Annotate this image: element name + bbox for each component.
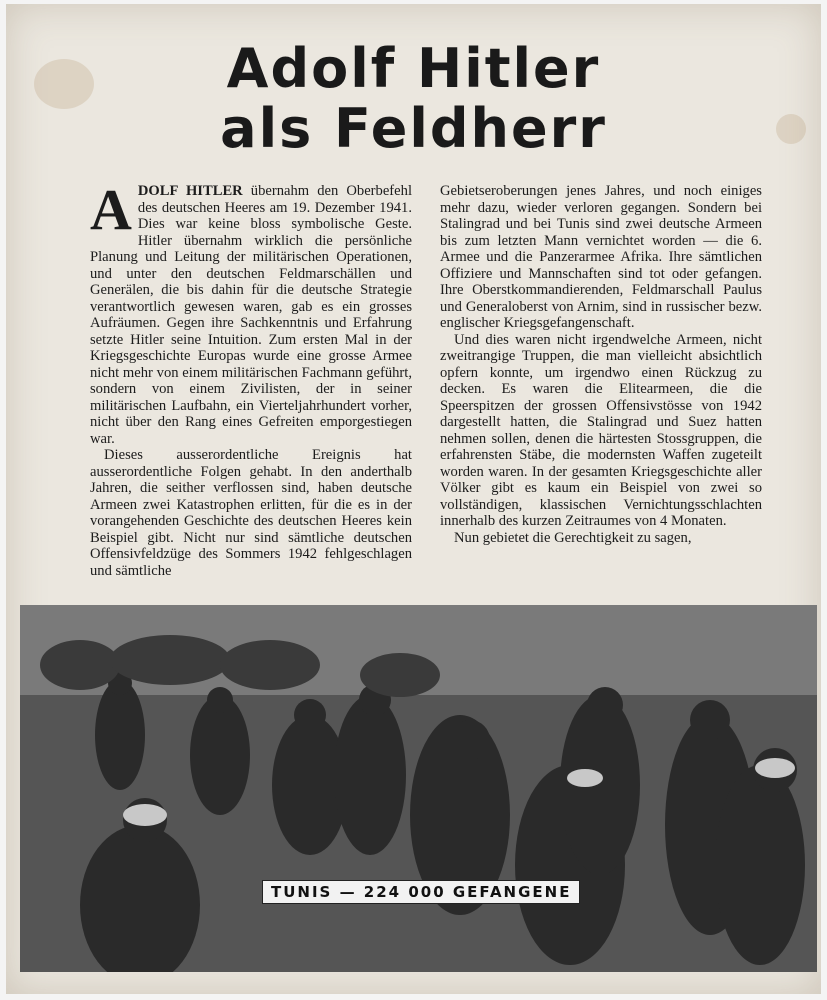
paragraph-text: übernahm den Oberbefehl des deutschen Heeres am 19. Dezember 1941. Dies war keine bloss symbolische Geste. Hitler übernahm wirklich die persönliche Planung und Leitung der militärischen Operationen, und unter den deutschen Feldmarschällen und Generälen, die bis dahin für die deutsche Strategie verantwortlich gewesen waren, gab es ein grosses Aufräumen. Gegen ihre Sachkenntnis und Erfahrung setzte Hitler seine Intuition. Zum ersten Mal in der Kriegsgeschichte Europas wurde eine grosse Armee nicht mehr von einem militärischen Fachmann geführt, sondern von einem Zivilisten, der in seiner militärischen Laufbahn, ein Vierteljahrhundert vorher, nicht über den Rang eines Gefreiten emporgestiegen war. <box>90 183 412 447</box>
article-column-1 <box>90 177 412 579</box>
headline-line-2: als Feldherr <box>220 97 607 160</box>
article-column-2 <box>440 183 762 546</box>
drop-cap: A <box>90 177 132 242</box>
article-paragraph: Und dies waren nicht irgendwelche Armeen, nicht zweitrangige Truppen, die man vielleicht absichtlich opfern konnte, um irgendwo einen Rückzug zu decken. Es waren die Elitearmeen, die die Speerspitzen der grossen Offensivstösse von 1942 dargestellt hatten, die Stalingrad und Suez hatten nehmen sollen, denen die härtesten Stossgruppen, die erfahrensten Stäbe, die modernsten Waffen zugeteilt worden waren. In der gesamten Kriegsgeschichte aller Völker gibt es kaum ein Beispiel von zwei so vollständigen, klassischen Vernichtungsschlachten innerhalb des kurzen Zeitraumes von 4 Monaten. <box>440 331 762 529</box>
article-paragraph: Dieses ausserordentliche Ereignis hat ausserordentliche Folgen gehabt. In den anderthalb Jahren, die seither verflossen sind, haben deutsche Armeen zwei Katastrophen erlitten, für die es in der vorangehenden Geschichte des deutschen Heeres kein Beispiel gibt. Nicht nur sind sämtliche deutschen Offensivfeldzüge des Sommers 1942 fehlgeschlagen und sämtliche <box>90 447 412 579</box>
prisoners-photo <box>20 605 817 972</box>
article-paragraph <box>90 177 412 447</box>
photo-illustration <box>20 605 817 972</box>
headline-line-1: Adolf Hitler <box>226 37 601 100</box>
lead-words: DOLF HITLER <box>137 183 243 199</box>
article-paragraph: Nun gebietet die Gerechtigkeit zu sagen, <box>454 529 692 546</box>
article-paragraph: Gebietseroberungen jenes Jahres, und noch einiges mehr dazu, wieder verloren gegangen. Sondern bei Stalingrad und bei Tunis sind zwei deutsche Armeen bis zum letzten Mann vernichtet worden — die 6. Armee und die Panzerarmee Afrika. Ihre sämtlichen Offiziere und Mannschaften sind tot oder gefangen. Ihre Oberstkommandierenden, Feldmarschall Paulus und Generaloberst von Arnim, sind in russischer bezw. englischer Kriegsgefangenschaft. <box>440 183 762 331</box>
photo-caption: TUNIS — 224 000 GEFANGENE <box>262 880 580 904</box>
